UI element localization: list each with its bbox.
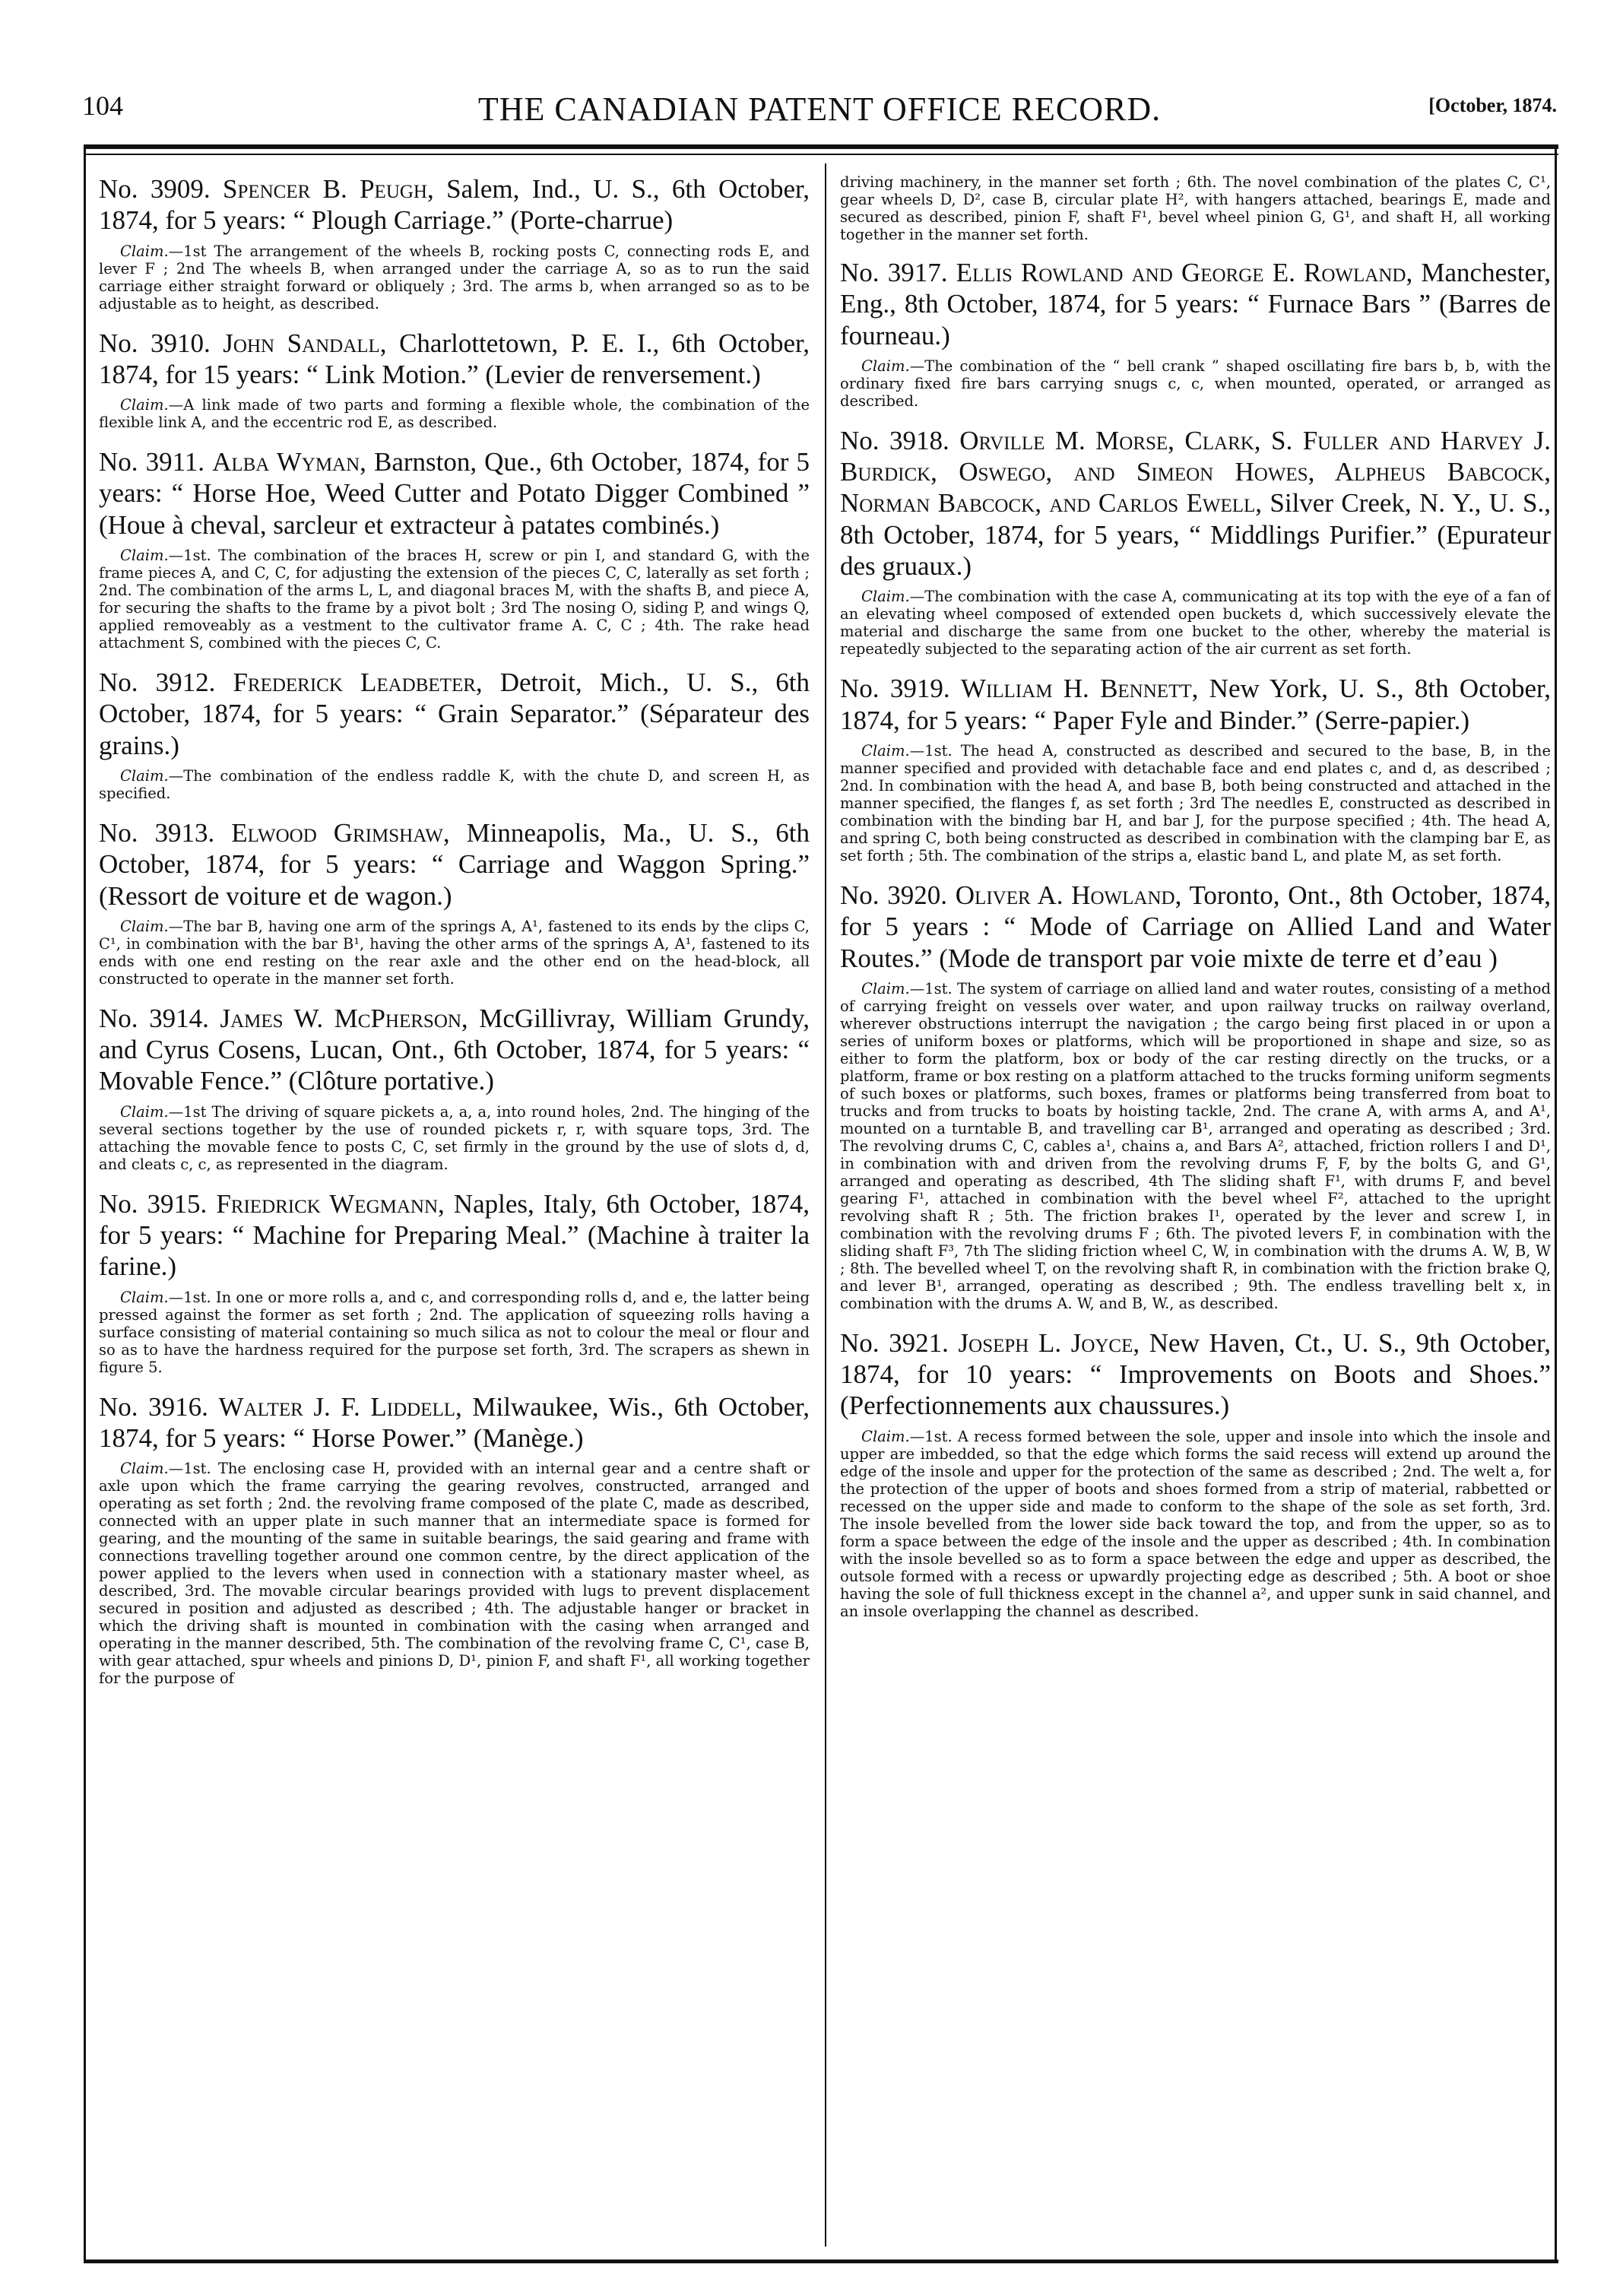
patent-claim: [99, 1103, 810, 1173]
claim-text: —1st. The enclosing case H, provided with an internal gear and a centre shaft or axle upon which the frame carrying the gearing revolves, constructed, arranged and operating as set forth ; 2nd. the revolving frame composed of the plate C, made as described, connected with an upper plate in such manner that an intermediate space is formed for gearing, and the mounting of the same in suitable bearings, the said gearing and frame with connections travelling together around one common centre, by the direct application of the power applied to the levers when used in connection with a stationary master wheel, as described, 3rd. The movable circular bearings provided with lugs to prevent displacement secured in position and adjusted as described ; 4th. The adjustable hanger or bracket in which the driving shaft is mounted in combination with the casing when arranged and operating in the manner described, 5th. The combination of the revolving frame C, C¹, case B, with gear attached, spur wheels and pinions D, D¹, pinion F, and shaft F¹, all working together for the purpose of: [99, 1460, 810, 1688]
top-rule-thin: [84, 154, 1558, 155]
claim-text: —A link made of two parts and forming a flexible whole, the combination of the flexible link A, and the eccentric rod E, as described.: [99, 396, 810, 432]
patent-entry: [840, 673, 1551, 864]
patent-claim: [99, 547, 810, 652]
patent-inventors: James W. McPherson,: [220, 1003, 468, 1033]
patent-details: McGillivray, William Grundy, and Cyrus Cosens, Lucan, Ont., 6th October, 1874, for 5 years: “ Movable Fence.” (Clôture portative.): [99, 1003, 810, 1096]
patent-entry: [840, 257, 1551, 410]
patent-inventors: Ellis Rowland and George E. Rowland,: [956, 258, 1413, 287]
patent-entry: [99, 667, 810, 802]
patent-claim: [99, 243, 810, 312]
patent-number: No. 3913.: [99, 817, 215, 848]
left-column: [99, 173, 810, 2255]
claim-label: Claim.: [861, 588, 910, 606]
patent-inventors: John Sandall,: [223, 328, 387, 358]
patent-heading: [99, 446, 810, 541]
patent-number: No. 3914.: [99, 1003, 209, 1033]
patent-details: New York, U. S., 8th October, 1874, for 5 years: “ Paper Fyle and Binder.” (Serre-papier.): [840, 674, 1551, 735]
patent-entry: [99, 328, 810, 432]
patent-entry: [99, 1188, 810, 1376]
patent-details: Charlottetown, P. E. I., 6th October, 1874, for 15 years: “ Link Motion.” (Levier de renversement.): [99, 328, 810, 389]
claim-label: Claim.: [120, 547, 169, 565]
patent-heading: [840, 425, 1551, 582]
patent-details: Toronto, Ont., 8th October, 1874, for 5 years : “ Mode of Carriage on Allied Land and Water Routes.” (Mode de transport par voie mixte de terre et d’eau ): [840, 880, 1551, 973]
claim-label: Claim.: [120, 1288, 169, 1306]
patent-claim: [99, 767, 810, 802]
patent-inventors: Orville M. Morse, Clark, S. Fuller and Harvey J. Burdick, Oswego, and Simeon Howes, Alpheus Babcock, Norman Babcock, and Carlos Ewell,: [840, 425, 1551, 519]
claim-label: Claim.: [861, 1427, 910, 1445]
patent-heading: [99, 1003, 810, 1097]
patent-details: New Haven, Ct., U. S., 9th October, 1874, for 10 years: “ Improvements on Boots and Shoes.” (Perfectionnements aux chaussures.): [840, 1327, 1551, 1421]
patent-number: No. 3921.: [840, 1327, 949, 1358]
claim-label: Claim.: [120, 1460, 169, 1478]
patent-heading: [840, 1327, 1551, 1422]
patent-heading: [840, 673, 1551, 736]
patent-details: Milwaukee, Wis., 6th October, 1874, for 5 years: “ Horse Power.” (Manège.): [99, 1391, 810, 1453]
patent-entry: [99, 817, 810, 988]
patent-details: Silver Creek, N. Y., U. S., 8th October, 1874, for 5 years, “ Middlings Purifier.” (Epurateur des gruaux.): [840, 488, 1551, 582]
patent-number: No. 3918.: [840, 425, 949, 455]
claim-text: —1st. The combination of the braces H, screw or pin I, and standard G, with the frame pieces A, and C, C, for adjusting the extension of the pieces C, C, laterally as set forth ; 2nd. The combination of the arms L, L, and diagonal braces M, with the shafts B, and piece A, for securing the shafts to the frame by a pivot bolt ; 3rd The nosing O, siding P, and wings Q, applied removeably as a vestment to the cultivator frame A. C, C ; 4th. The rake head attachment S, combined with the pieces C, C.: [99, 547, 810, 652]
claim-label: Claim.: [120, 396, 169, 414]
patent-inventors: Elwood Grimshaw,: [231, 817, 450, 848]
claim-text: —1st The arrangement of the wheels B, rocking posts C, connecting rods E, and lever F ; 2nd The wheels B, when arranged under the carriage A, so as to run the said carriage either straight forward or obliquely ; 3rd. The arms b, when arranged so as to be adjustable as to height, as described.: [99, 242, 810, 312]
patent-entry: [840, 880, 1551, 1312]
patent-inventors: William H. Bennett,: [960, 674, 1199, 704]
patent-number: No. 3912.: [99, 668, 216, 698]
right-column: [840, 173, 1551, 2255]
claim-text: —1st. The system of carriage on allied land and water routes, consisting of a method of carrying freight on vessels over water, and upon railway trucks on railway overland, wherever obstructions interrupt the navigation ; the cargo being first placed in or upon a series of uniform boxes or platforms, which will be proportioned in shape and size, so as either to form the platform, box or body of the car resting directly on the trucks, or a platform, frame or box resting on a platform attached to the trucks forming uniform segments of such boxes or platforms, such boxes, frames or platforms being transferred from boat to trucks and from trucks to boats by hoisting tackle, 2nd. The crane A, with arms A, and A¹, mounted on a turntable B, and travelling car B¹, arranged and operating as described ; 3rd. The revolving drums C, C, cables a¹, chains a, and Bars A², attached, friction rollers I and D¹, in combination with and driven from the revolving drums F, F, by the bolts G, and G¹, arranged and operating as described, 4th The sliding shaft F¹, with drums F, and bevel gearing F¹, attached in combination with the bevel wheel F², attached to the upright revolving shaft R ; 5th. The friction brakes I¹, operated by the lever and screw I, in combination with the revolving drums F ; 6th. The pivoted levers F, in combination with the sliding shaft F³, 7th The sliding friction wheel C, W, in combination with the drums A. W, B, W ; 8th. The bevelled wheel T, on the revolving shaft R, in combination with the friction brake Q, and lever B¹, arranged, operating as described ; 9th. The endless travelling belt x, in combination with the drums A. W, and B, W., as described.: [840, 979, 1551, 1312]
bottom-rule: [84, 2260, 1558, 2263]
patent-number: No. 3915.: [99, 1188, 208, 1219]
patent-entry: [99, 446, 810, 652]
claim-label: Claim.: [861, 979, 910, 997]
patent-number: No. 3910.: [99, 328, 211, 358]
patent-claim: [99, 1289, 810, 1376]
patent-heading: [99, 1188, 810, 1283]
right-border-rule: [1555, 144, 1557, 2262]
claim-label: Claim.: [861, 357, 910, 375]
patent-number: No. 3917.: [840, 258, 948, 287]
patent-claim: [840, 588, 1551, 658]
claim-text: —1st. In one or more rolls a, and c, and corresponding rolls d, and e, the latter being pressed against the former as set forth ; 2nd. The application of squeezing rolls having a surface consisting of material containing so much silica as not to colour the meal or flour and so as to have the hardness required for the purpose set forth, 3rd. The scrapers as shewn in figure 5.: [99, 1288, 810, 1376]
patent-number: No. 3920.: [840, 880, 948, 910]
patent-details: Naples, Italy, 6th October, 1874, for 5 years: “ Machine for Preparing Meal.” (Machine à traiter la farine.): [99, 1188, 810, 1282]
claim-text: —1st. The head A, constructed as described and secured to the base, B, in the manner specified and provided with detachable face and end plates c, and d, as described ; 2nd. In combination with the head A, and base B, both being constructed and attached in the manner specified, the flanges f, as set forth ; 3rd The needles E, constructed as described in combination with the binding bar H, and bar J, for the purpose specified ; 4th. The head A, and spring C, both being constructed as described in combination with the clamping bar E, as set forth ; 5th. The combination of the strips a, elastic band L, and plate M, as set forth.: [840, 741, 1551, 864]
claim-text: —1st. A recess formed between the sole, upper and insole into which the insole and upper are imbedded, so that the edge which forms the said recess will extend up around the edge of the insole and upper for the protection of the same as described ; 2nd. The welt a, for the protection of the upper of boots and shoes formed from a strip of material, rabbetted or recessed on the upper side and made to conform to the shape of the sole as set forth, 3rd. The insole bevelled from the lower side back toward the top, and from the upper, so as to form a space between the edge of the insole and the upper as described ; 4th. In combination with the insole bevelled so as to form a space between the edge and upper as described, the outsole formed with a recess or upwardly projecting edge as described ; 5th. A boot or shoe having the sole of full thickness except in the channel a², and upper sunk in said channel, and an insole overlapping the channel as described.: [840, 1427, 1551, 1620]
patent-details: Manchester, Eng., 8th October, 1874, for 5 years: “ Furnace Bars ” (Barres de fourneau.): [840, 258, 1551, 350]
patent-inventors: Oliver A. Howland,: [955, 880, 1182, 910]
patent-entry: [840, 1327, 1551, 1620]
patent-inventors: Walter J. F. Liddell,: [218, 1391, 462, 1422]
patent-entry: [99, 173, 810, 312]
claim-text: —The combination of the “ bell crank ” shaped oscillating fire bars b, b, with the ordinary fixed fire bars carrying snugs c, c, when mounted, operated, or arranged as described.: [840, 357, 1551, 410]
patent-number: No. 3919.: [840, 674, 950, 704]
patent-inventors: Alba Wyman,: [212, 447, 366, 477]
running-head: [82, 90, 1557, 135]
patent-number: No. 3909.: [99, 174, 211, 204]
patent-claim: [99, 918, 810, 988]
column-divider: [825, 163, 826, 2247]
patent-details: Detroit, Mich., U. S., 6th October, 1874, for 5 years: “ Grain Separator.” (Séparateur des grains.): [99, 668, 810, 760]
patent-heading: [840, 880, 1551, 974]
page-number: 104: [82, 90, 123, 121]
claim-text: —The combination with the case A, communicating at its top with the eye of a fan of an elevating wheel composed of extended open buckets d, which successively elevate the material and discharge the same from one bucket to the other, whereby the material is repeatedly subjected to the separating action of the air current as set forth.: [840, 588, 1551, 658]
patent-claim: [99, 396, 810, 431]
patent-entry: [99, 1003, 810, 1173]
patent-inventors: Joseph L. Joyce,: [958, 1327, 1140, 1358]
patent-heading: [99, 173, 810, 236]
patent-details: Salem, Ind., U. S., 6th October, 1874, for 5 years: “ Plough Carriage.” (Porte-charrue): [99, 174, 810, 236]
patent-number: No. 3916.: [99, 1391, 208, 1422]
left-border-rule: [84, 144, 86, 2262]
patent-claim: [840, 357, 1551, 410]
patent-heading: [99, 667, 810, 761]
patent-details: Minneapolis, Ma., U. S., 6th October, 1874, for 5 years: “ Carriage and Waggon Spring.” (Ressort de voiture et de wagon.): [99, 817, 810, 911]
patent-claim: [99, 1460, 810, 1687]
patent-heading: [840, 257, 1551, 351]
patent-claim: [840, 980, 1551, 1312]
patent-inventors: Frederick Leadbeter,: [233, 668, 483, 698]
patent-entry: [99, 1391, 810, 1688]
journal-title: THE CANADIAN PATENT OFFICE RECORD.: [477, 90, 1162, 128]
claim-text: —The combination of the endless raddle K, with the chute D, and screen H, as specified.: [99, 766, 810, 802]
claim-label: Claim.: [120, 766, 169, 785]
claim-label: Claim.: [120, 242, 169, 260]
patent-heading: [99, 1391, 810, 1454]
patent-number: No. 3911.: [99, 447, 205, 477]
claim-label: Claim.: [120, 917, 169, 935]
claim-label: Claim.: [120, 1102, 169, 1121]
claim-label: Claim.: [861, 741, 910, 760]
claim-text: —1st The driving of square pickets a, a, a, into round holes, 2nd. The hinging of the several sections together by the use of rounded pickets r, r, with square tops, 3rd. The attaching the movable fence to posts C, C, set firmly in the ground by the use of slots d, d, and cleats c, c, as represented in the diagram.: [99, 1102, 810, 1173]
patent-heading: [99, 817, 810, 912]
patent-heading: [99, 328, 810, 391]
issue-date: [October, 1874.: [1428, 94, 1557, 116]
claim-text: —The bar B, having one arm of the springs A, A¹, fastened to its ends by the clips C, C¹, in combination with the bar B¹, having the other arms of the springs A, A¹, fastened to its ends with one end resting on the rear axle and the other end on the head-block, all constructed to operate in the manner set forth.: [99, 917, 810, 988]
patent-entry: [840, 425, 1551, 658]
patent-claim: [840, 1428, 1551, 1620]
continued-claim-text: driving machinery, in the manner set forth ; 6th. The novel combination of the plates C, C¹, gear wheels D, D², case B, circular plate H², with hangers attached, bearings E, made and secured as described, pinion F, shaft F¹, bevel wheel pinion G, G¹, and shaft H, all working together in the manner set forth.: [840, 173, 1551, 243]
patent-claim: [840, 742, 1551, 864]
top-rule: [84, 144, 1558, 149]
patent-details: Barnston, Que., 6th October, 1874, for 5 years: “ Horse Hoe, Weed Cutter and Potato Digger Combined ” (Houe à cheval, sarcleur et extracteur à patates combinés.): [99, 447, 810, 540]
patent-inventors: Friedrick Wegmann,: [216, 1188, 445, 1219]
patent-inventors: Spencer B. Peugh,: [222, 174, 434, 204]
